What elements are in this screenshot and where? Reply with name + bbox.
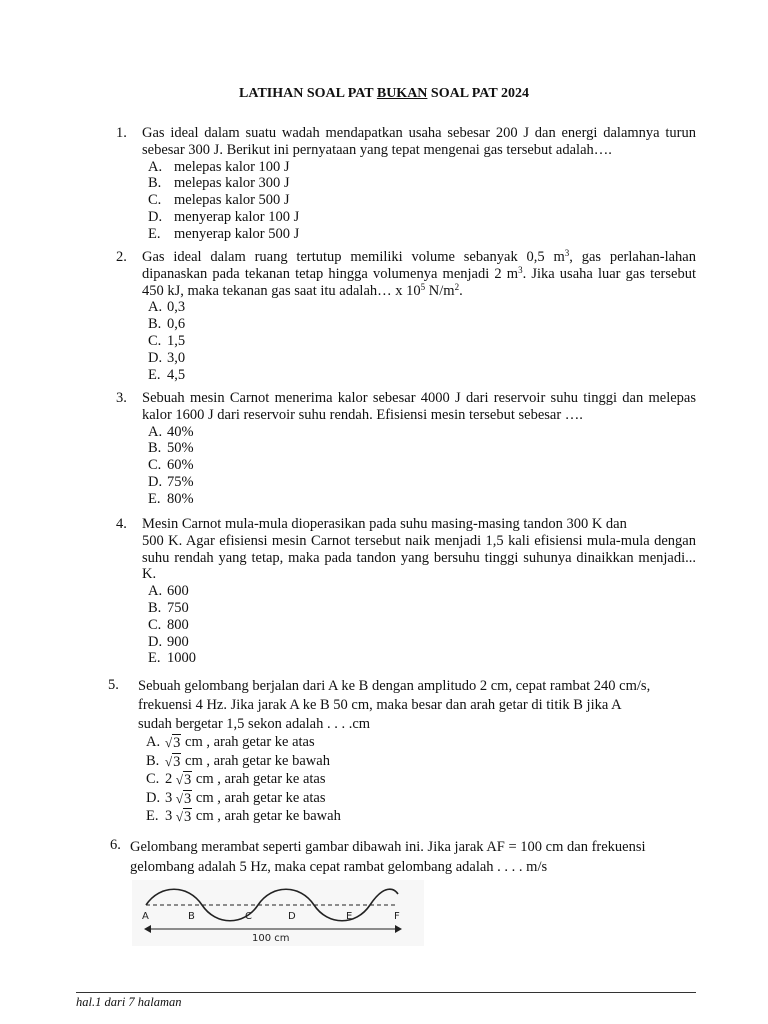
square-root-symbol: √3: [165, 753, 181, 770]
option-list: [148, 299, 696, 383]
option-a: A. 600: [148, 583, 189, 600]
page-footer: hal.1 dari 7 halaman: [76, 995, 182, 1009]
option-d: D. 3,0: [148, 349, 186, 366]
question-3: [116, 390, 696, 508]
footer-divider: [76, 992, 696, 993]
wave-figure: [132, 880, 424, 946]
option-a: A. melepas kalor 100 J: [148, 158, 290, 175]
option-c: C. 800: [148, 616, 189, 633]
option-a: A. 0,3: [148, 299, 186, 316]
question-2: [116, 249, 696, 383]
question-number: 1.: [116, 125, 127, 141]
square-root-symbol: √3: [175, 790, 192, 807]
question-stem: Gas ideal dalam suatu wadah mendapatkan usaha sebesar 200 J dan energi dalamnya turun sebesar 300 J. Berikut ini pernyataan yang tepat mengenai gas tersebut adalah….: [142, 125, 696, 158]
point-label-c: C: [245, 911, 252, 922]
option-d: D. 75%: [148, 473, 194, 490]
question-1: [116, 125, 696, 243]
option-c: C. 1,5: [148, 332, 186, 349]
question-5: [108, 677, 698, 827]
option-b: B. 750: [148, 599, 189, 616]
question-number: 2.: [116, 249, 127, 265]
option-e: E. 1000: [148, 650, 196, 667]
square-root-symbol: √3: [165, 735, 181, 751]
point-label-a: A: [142, 911, 149, 922]
question-stem: Sebuah mesin Carnot menerima kalor sebesar 4000 J dari reservoir suhu tinggi dan melepas kalor 1600 J dari reservoir suhu rendah. Efisiensi mesin tersebut sebesar ….: [142, 390, 696, 423]
option-c: C. 2 √3 cm , arah getar ke atas: [146, 771, 326, 788]
option-e: E. 3 √3 cm , arah getar ke bawah: [146, 808, 341, 825]
option-b: B. 50%: [148, 440, 194, 457]
question-number: 5.: [108, 677, 119, 693]
option-a: A. √3 cm , arah getar ke atas: [146, 734, 315, 751]
option-d: D. menyerap kalor 100 J: [148, 208, 300, 225]
point-label-b: B: [188, 911, 195, 922]
question-stem: Gelombang merambat seperti gambar dibawah ini. Jika jarak AF = 100 cm dan frekuensi gelombang adalah 5 Hz, maka cepat rambat gelombang adalah . . . . m/s: [130, 839, 646, 875]
question-4: [116, 516, 696, 667]
question-stem: Sebuah gelombang berjalan dari A ke B dengan amplitudo 2 cm, cepat rambat 240 cm/s, frekuensi 4 Hz. Jika jarak A ke B 50 cm, maka besar dan arah getar di titik B jika A sudah bergetar 1,5 sekon adalah . . . .cm: [138, 678, 651, 732]
distance-label: 100 cm: [252, 933, 290, 944]
option-b: B. melepas kalor 300 J: [148, 175, 290, 192]
option-c: C. 60%: [148, 457, 194, 474]
wave-diagram: [132, 880, 424, 946]
point-label-d: D: [288, 911, 296, 922]
option-list: [148, 424, 696, 508]
question-number: 3.: [116, 390, 127, 406]
option-d: D. 3 √3 cm , arah getar ke atas: [146, 789, 326, 807]
option-list: [148, 583, 696, 667]
option-b: B. 0,6: [148, 316, 186, 333]
question-number: 4.: [116, 516, 127, 532]
question-number: 6.: [110, 837, 121, 853]
option-a: A. 40%: [148, 423, 194, 440]
page-title: LATIHAN SOAL PAT BUKAN SOAL PAT 2024: [239, 86, 529, 101]
option-e: E. 4,5: [148, 366, 186, 383]
option-c: C. melepas kalor 500 J: [148, 192, 290, 209]
question-6: [110, 837, 700, 877]
square-root-symbol: √3: [175, 772, 192, 788]
option-d: D. 900: [148, 633, 189, 650]
question-stem: Gas ideal dalam ruang tertutup memiliki volume sebanyak 0,5 $m^3$, gas perlahan-lahan dipanaskan pada tekanan tetap hingga volumenya menjadi 2 $m^3$. Jika usaha luar gas tersebut 450 kJ, maka tekanan gas saat itu adalah… x $10^5$ $N/m^2$.: [142, 248, 696, 299]
point-label-e: E: [346, 911, 353, 922]
option-e: E. 80%: [148, 490, 194, 507]
square-root-symbol: √3: [175, 809, 192, 825]
option-e: E. menyerap kalor 500 J: [148, 225, 300, 242]
option-list: [146, 734, 698, 827]
option-list: [148, 159, 696, 243]
option-b: B. √3 cm , arah getar ke bawah: [146, 752, 330, 770]
question-stem: Mesin Carnot mula-mula dioperasikan pada suhu masing-masing tandon 300 K dan 500 K. Agar efisiensi mesin Carnot tersebut naik menjadi 1,5 kali efisiensi mula-mula dengan suhu rendah yang tetap, maka pada tandon yang bersuhu tinggi suhunya dinaikkan menjadi... K.: [142, 516, 696, 583]
point-label-f: F: [394, 911, 400, 922]
title-underlined-word: BUKAN: [376, 86, 428, 101]
